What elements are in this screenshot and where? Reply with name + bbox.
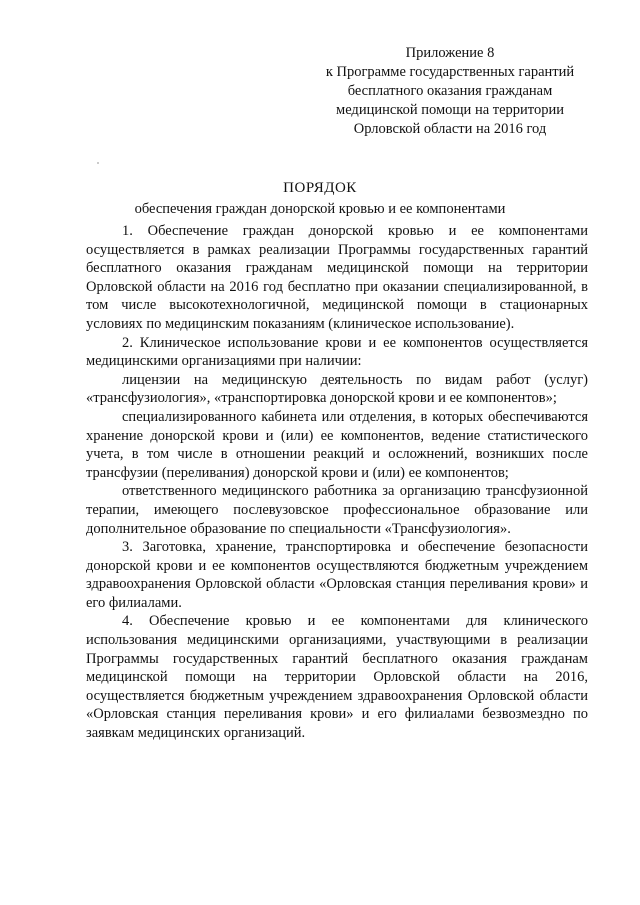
document-body: [86, 222, 588, 743]
document-subtitle: обеспечения граждан донорской кровью и ее компонентами: [134, 201, 506, 217]
paragraph: 3. Заготовка, хранение, транспортировка и обеспечение безопасности донорской крови и ее компонентов осуществляются бюджетным учреждением здравоохранения Орловской области «Орловская станция переливания крови» и его филиалами.: [86, 539, 588, 611]
document-title: ПОРЯДОК: [283, 180, 357, 196]
appendix-line: Приложение 8: [405, 45, 495, 61]
scan-speck: [97, 162, 99, 164]
appendix-header: [300, 44, 600, 139]
appendix-line: медицинской помощи на территории: [336, 102, 564, 118]
appendix-line: к Программе государственных гарантий: [325, 64, 575, 80]
paragraph: 4. Обеспечение кровью и ее компонентами для клинического использования медицинскими организациями, участвующими в реализации Программы государственных гарантий бесплатного оказания гражданам медицинской помощи на территории Орловской области на 2016, осуществляется бюджетным учреждением здравоохранения Орловской области «Орловская станция переливания крови» и его филиалами безвозмездно по заявкам медицинских организаций.: [86, 613, 588, 742]
title-block: [80, 178, 560, 219]
paragraph: ответственного медицинского работника за организацию трансфузионной терапии, имеющего послевузовское профессиональное образование или дополнительное образование по специальности «Трансфузиология».: [86, 483, 588, 537]
paragraph: лицензии на медицинскую деятельность по видам работ (услуг) «трансфузиология», «транспортировка донорской крови и ее компонентов»;: [86, 371, 588, 407]
paragraph: 2. Клиническое использование крови и ее компонентов осуществляется медицинскими организациями при наличии:: [86, 334, 588, 370]
appendix-line: бесплатного оказания гражданам: [347, 83, 553, 99]
paragraph: 1. Обеспечение граждан донорской кровью и ее компонентами осуществляется в рамках реализации Программы государственных гарантий бесплатного оказания гражданам медицинской помощи на территории Орловской области на 2016 год бесплатно при оказании специализированной, в том числе высокотехнологичной, медицинской помощи в стационарных условиях по медицинским показаниям (клиническое использование).: [86, 223, 588, 332]
paragraph: специализированного кабинета или отделения, в которых обеспечиваются хранение донорской крови и (или) ее компонентов, ведение статистического учета, в том числе в отношении реакций и осложнений, возникших после трансфузии (переливания) донорской крови и (или) ее компонентов;: [86, 408, 588, 481]
appendix-line: Орловской области на 2016 год: [353, 121, 547, 137]
